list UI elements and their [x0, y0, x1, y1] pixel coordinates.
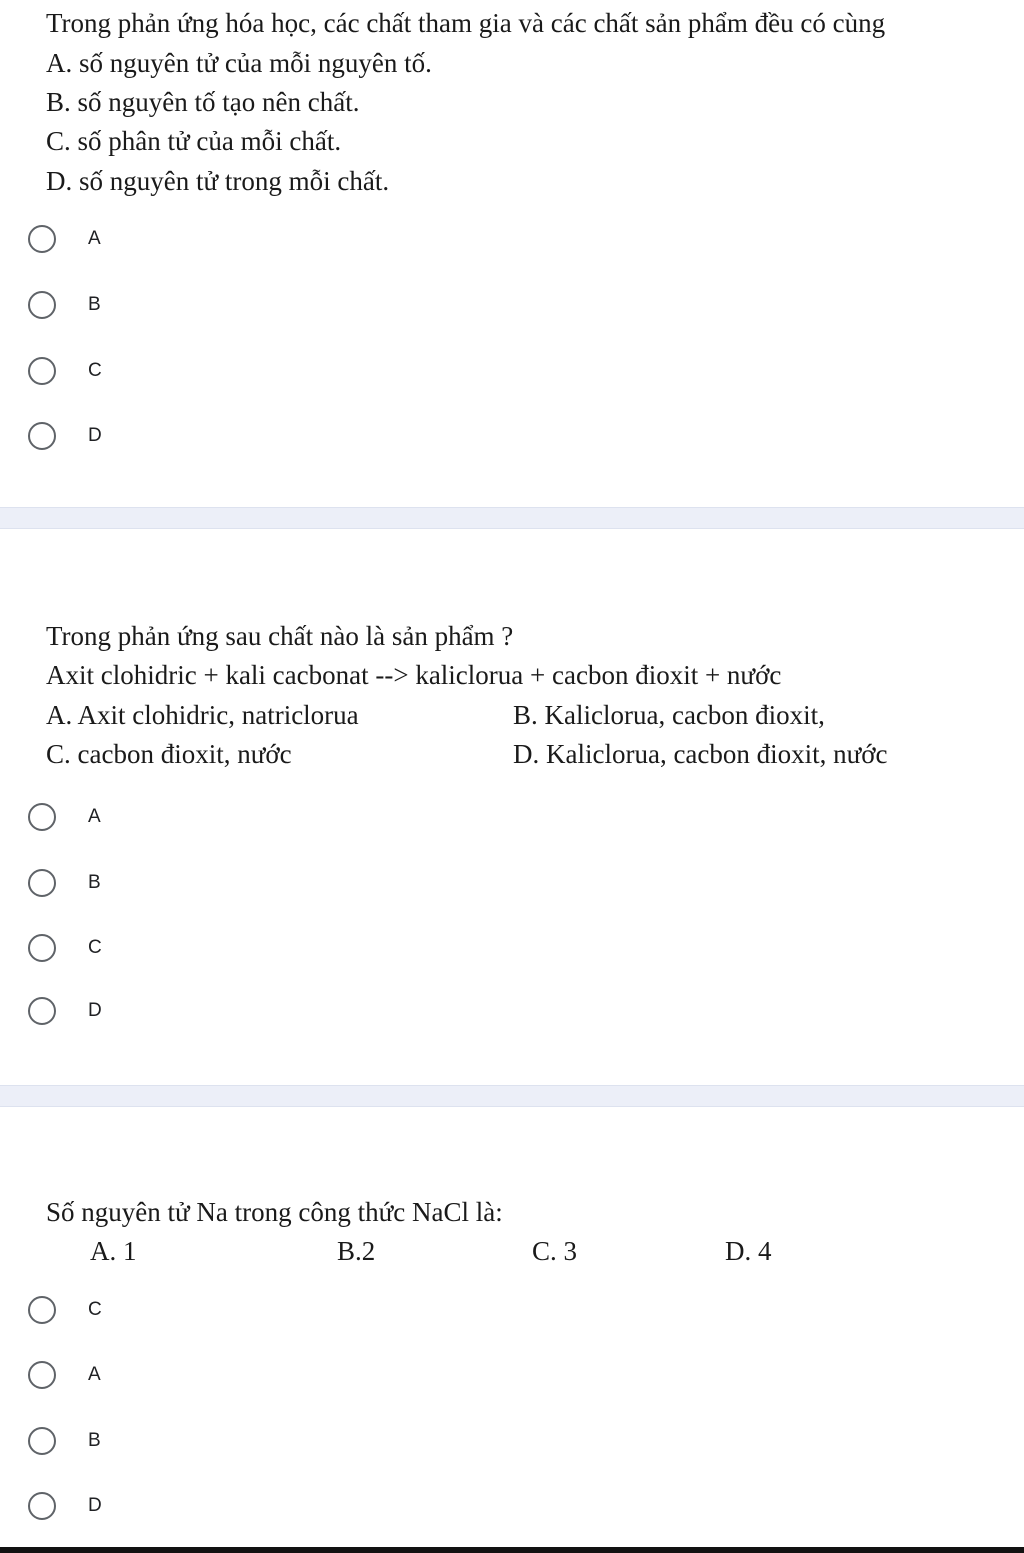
question-2-stem: Trong phản ứng sau chất nào là sản phẩm ?	[46, 621, 514, 651]
radio-button[interactable]	[28, 1492, 56, 1520]
bottom-edge-bar	[0, 1547, 1024, 1553]
question-2-equation: Axit clohidric + kali cacbonat --> kaliclorua + cacbon đioxit + nước	[46, 660, 782, 690]
question-2-option-2[interactable]	[28, 863, 101, 903]
question-2-choice-d: D. Kaliclorua, cacbon đioxit, nước	[513, 739, 888, 769]
option-label: B	[88, 1430, 101, 1451]
radio-button[interactable]	[28, 1427, 56, 1455]
radio-button[interactable]	[28, 225, 56, 253]
radio-button[interactable]	[28, 357, 56, 385]
question-card-2	[0, 530, 1024, 1085]
option-label: D	[88, 425, 102, 446]
question-1-option-3[interactable]	[28, 351, 102, 391]
question-1-stem: Trong phản ứng hóa học, các chất tham gia và các chất sản phẩm đều có cùng	[46, 8, 886, 38]
question-1-option-4[interactable]	[28, 416, 102, 456]
question-1-choice-a: A. số nguyên tử của mỗi nguyên tố.	[46, 48, 432, 78]
question-3-stem: Số nguyên tử Na trong công thức NaCl là:	[46, 1197, 503, 1227]
radio-button[interactable]	[28, 1361, 56, 1389]
option-label: C	[88, 360, 102, 381]
radio-button[interactable]	[28, 869, 56, 897]
option-label: A	[88, 1364, 101, 1385]
question-1-choice-c: C. số phân tử của mỗi chất.	[46, 126, 342, 156]
question-1-option-1[interactable]	[28, 219, 101, 259]
question-2-option-3[interactable]	[28, 928, 102, 968]
question-3-option-3[interactable]	[28, 1421, 101, 1461]
question-3-choice-d: D. 4	[725, 1236, 772, 1266]
option-label: B	[88, 872, 101, 893]
option-label: A	[88, 806, 101, 827]
question-2-option-1[interactable]	[28, 797, 101, 837]
question-1-choice-d: D. số nguyên tử trong mỗi chất.	[46, 166, 390, 196]
question-card-1	[0, 0, 1024, 506]
question-3-choice-b: B.2	[337, 1236, 376, 1266]
question-1-option-2[interactable]	[28, 285, 101, 325]
question-card-3	[0, 1108, 1024, 1547]
radio-button[interactable]	[28, 1296, 56, 1324]
question-2-option-4[interactable]	[28, 991, 102, 1031]
option-label: C	[88, 937, 102, 958]
question-3-option-2[interactable]	[28, 1355, 101, 1395]
radio-button[interactable]	[28, 997, 56, 1025]
option-label: B	[88, 294, 101, 315]
option-label: A	[88, 228, 101, 249]
question-2-choice-a: A. Axit clohidric, natriclorua	[46, 700, 359, 730]
radio-button[interactable]	[28, 422, 56, 450]
question-3-choice-a: A. 1	[90, 1236, 137, 1266]
radio-button[interactable]	[28, 291, 56, 319]
radio-button[interactable]	[28, 803, 56, 831]
question-2-choice-c: C. cacbon đioxit, nước	[46, 739, 292, 769]
section-divider	[0, 507, 1024, 529]
option-label: D	[88, 1495, 102, 1516]
question-3-option-1[interactable]	[28, 1290, 102, 1330]
section-divider	[0, 1085, 1024, 1107]
question-3-option-4[interactable]	[28, 1486, 102, 1526]
question-3-choice-c: C. 3	[532, 1236, 578, 1266]
option-label: D	[88, 1000, 102, 1021]
option-label: C	[88, 1299, 102, 1320]
question-2-choice-b: B. Kaliclorua, cacbon đioxit,	[513, 700, 825, 730]
question-1-choice-b: B. số nguyên tố tạo nên chất.	[46, 87, 360, 117]
radio-button[interactable]	[28, 934, 56, 962]
